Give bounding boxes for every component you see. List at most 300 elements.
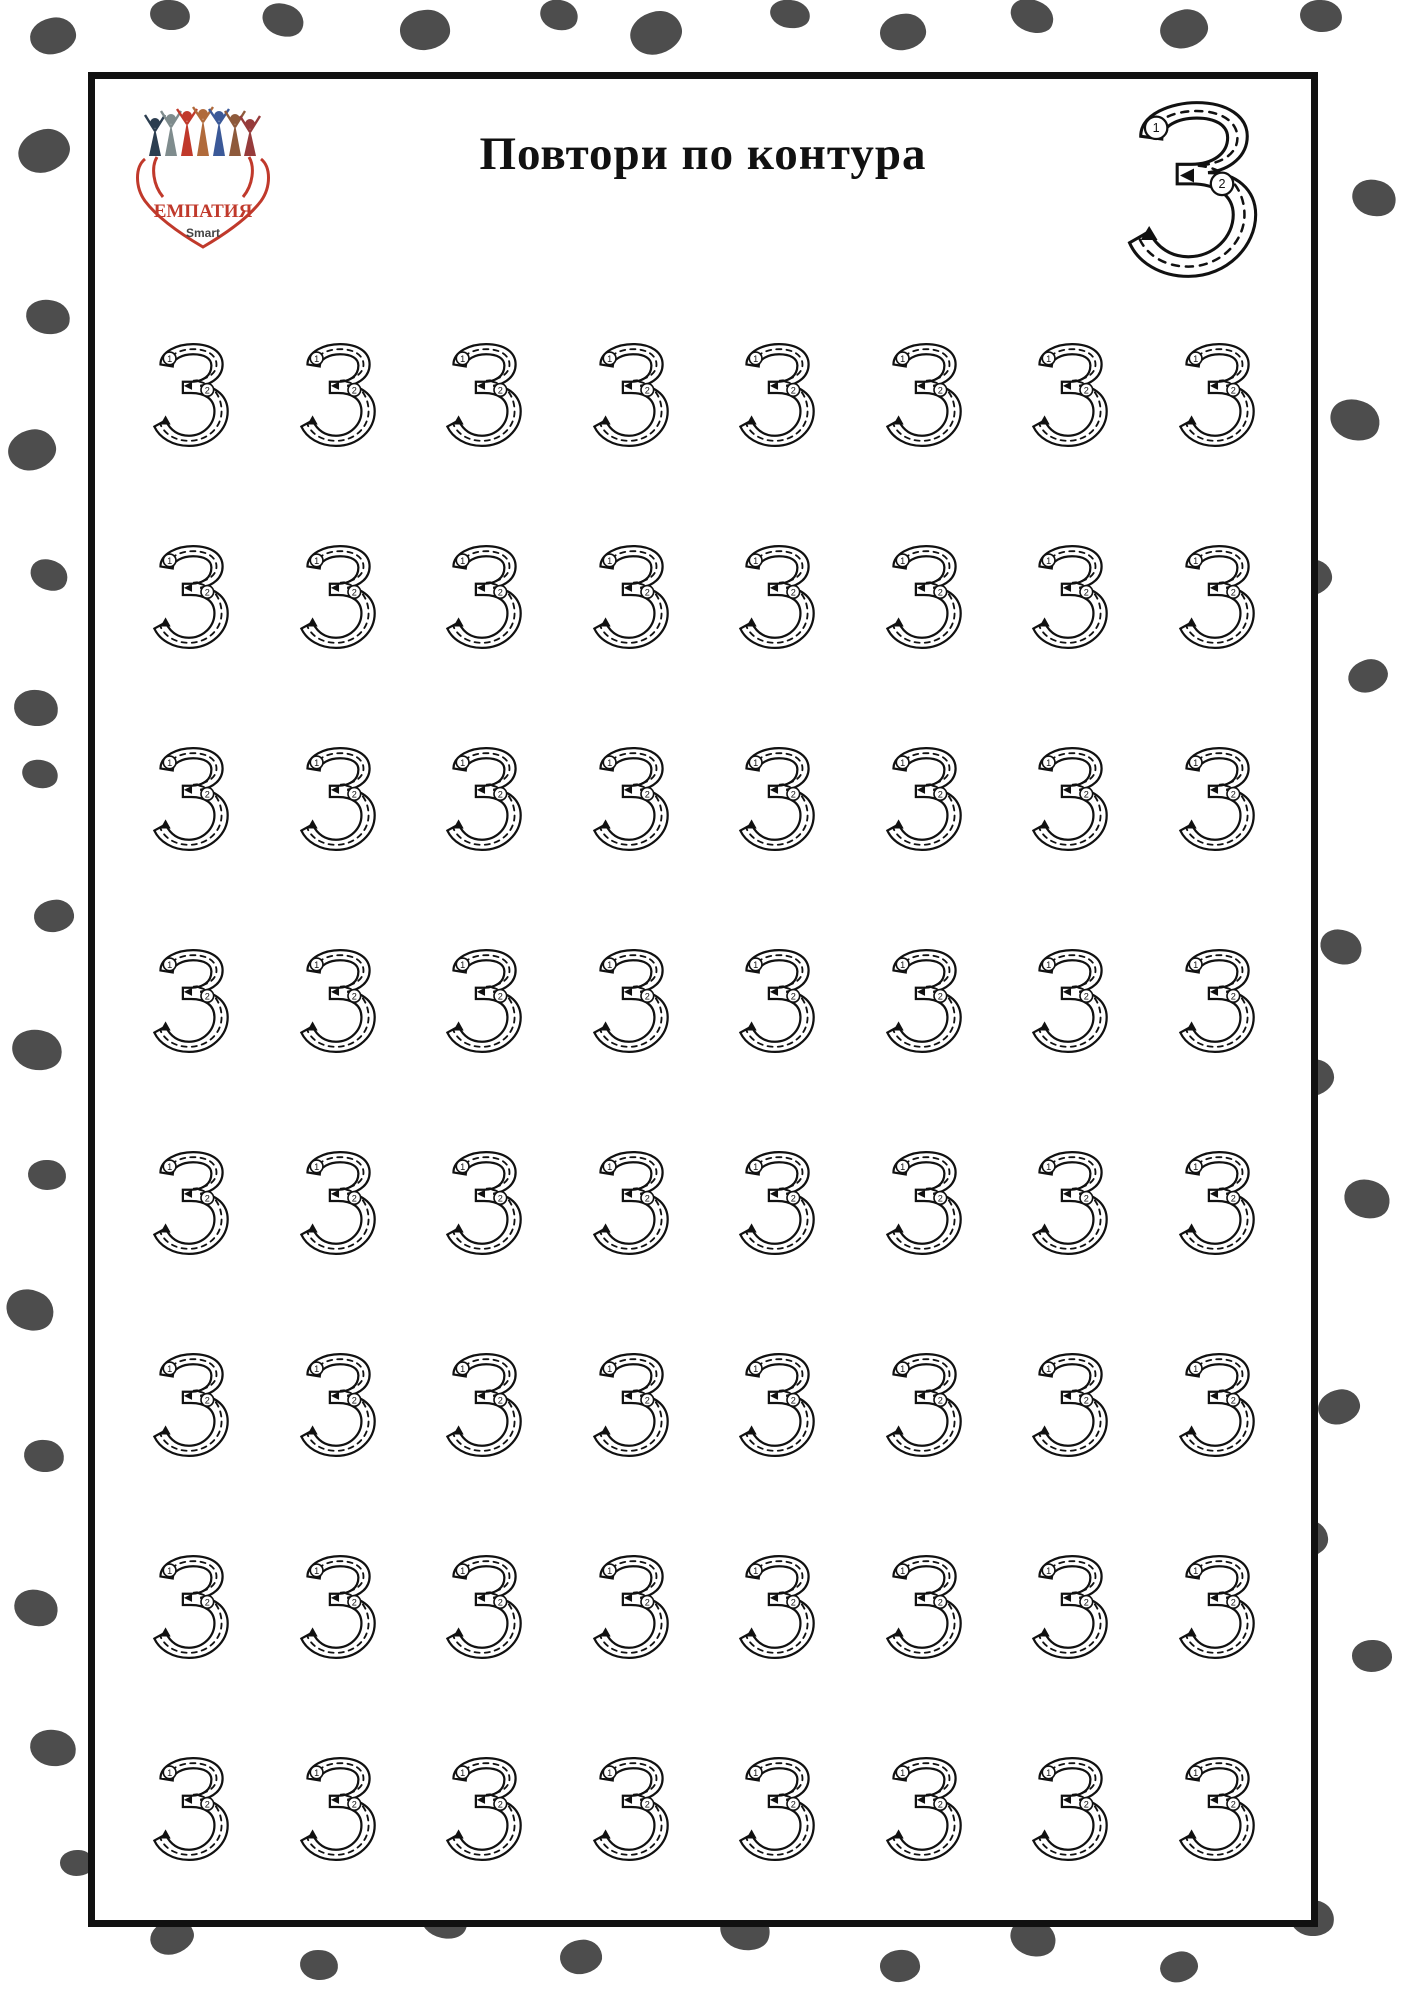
arrow-up-icon [747,617,757,626]
stroke-marker-1: 1 [167,1767,173,1778]
arrow-up-icon [600,1829,610,1838]
sample-digit-graphic [1109,97,1279,282]
stroke-marker-2: 2 [205,587,211,598]
trace-digit-graphic [1170,542,1262,652]
trace-digit-cell[interactable] [557,1506,704,1708]
trace-digit-cell[interactable] [850,1708,997,1910]
stroke-marker-1: 1 [899,1363,905,1374]
trace-digit-cell[interactable] [117,496,264,698]
stroke-marker-2: 2 [791,1597,797,1608]
trace-digit-cell[interactable] [557,900,704,1102]
arrow-left-icon [1210,786,1218,794]
trace-digit-cell[interactable] [264,294,411,496]
decorative-dot [27,1726,79,1769]
trace-digit-graphic [730,542,822,652]
trace-digit-cell[interactable] [410,1506,557,1708]
arrow-left-icon [1063,382,1071,390]
trace-digit-cell[interactable] [117,1304,264,1506]
stroke-marker-1: 1 [606,959,612,970]
arrow-left-icon [1210,988,1218,996]
arrow-left-icon [917,1594,925,1602]
trace-digit-graphic [877,340,969,450]
trace-digit-graphic [730,1754,822,1864]
decorative-dot [1344,654,1393,698]
arrow-up-icon [1186,415,1196,424]
trace-digit-cell[interactable] [703,496,850,698]
trace-digit-cell[interactable] [557,1708,704,1910]
stroke-marker-2: 2 [205,1799,211,1810]
trace-digit-graphic [291,744,383,854]
trace-digit-graphic [437,542,529,652]
stroke-marker-2: 2 [205,1395,211,1406]
trace-digit-graphic [1170,1552,1262,1662]
trace-digit-cell[interactable] [410,1304,557,1506]
trace-digit-cell[interactable] [996,496,1143,698]
arrow-left-icon [331,1796,339,1804]
arrow-left-icon [770,1392,778,1400]
arrow-left-icon [331,584,339,592]
stroke-marker-2: 2 [1084,587,1090,598]
arrow-left-icon [624,1594,632,1602]
arrow-left-icon [477,1594,485,1602]
arrow-left-icon [477,1796,485,1804]
trace-digit-graphic [437,1350,529,1460]
stroke-marker-2: 2 [351,1395,357,1406]
stroke-marker-1: 1 [313,353,319,364]
trace-digit-cell[interactable] [996,1708,1143,1910]
trace-digit-graphic [877,1148,969,1258]
arrow-up-icon [307,1627,317,1636]
stroke-marker-1: 1 [606,1161,612,1172]
trace-digit-graphic [584,744,676,854]
stroke-marker-1: 1 [606,1767,612,1778]
decorative-dot [1352,1640,1392,1672]
stroke-marker-2: 2 [1084,991,1090,1002]
stroke-marker-1: 1 [1192,1767,1198,1778]
arrow-left-icon [917,1796,925,1804]
trace-digit-cell[interactable] [703,1506,850,1708]
stroke-marker-2: 2 [791,1799,797,1810]
trace-digit-cell[interactable] [996,294,1143,496]
arrow-up-icon [1040,1425,1050,1434]
stroke-marker-1: 1 [1192,1565,1198,1576]
trace-digit-graphic [1023,1148,1115,1258]
trace-digit-graphic [144,1552,236,1662]
stroke-marker-1: 1 [753,1363,759,1374]
arrow-left-icon [1063,786,1071,794]
arrow-up-icon [307,1425,317,1434]
trace-digit-graphic [584,542,676,652]
arrow-up-icon [893,617,903,626]
arrow-left-icon [770,1796,778,1804]
stroke-marker-1: 1 [460,757,466,768]
trace-digit-graphic [437,1754,529,1864]
arrow-left-icon [1210,382,1218,390]
arrow-up-icon [307,617,317,626]
arrow-left-icon [917,382,925,390]
arrow-left-icon [624,382,632,390]
logo-graphic [123,101,283,261]
trace-digit-cell[interactable] [410,1708,557,1910]
stroke-marker-2: 2 [644,789,650,800]
arrow-left-icon [184,988,192,996]
trace-digit-cell[interactable] [264,1102,411,1304]
stroke-marker-2: 2 [498,789,504,800]
empatia-smart-logo [123,101,283,261]
stroke-marker-1: 1 [460,555,466,566]
trace-digit-graphic [437,1148,529,1258]
stroke-marker-1: 1 [460,1565,466,1576]
decorative-dot [299,1948,340,1982]
arrow-left-icon [477,988,485,996]
arrow-up-icon [161,1425,171,1434]
trace-digit-cell[interactable] [557,294,704,496]
stroke-marker-2: 2 [791,587,797,598]
trace-digit-cell[interactable] [996,1506,1143,1708]
trace-digit-cell[interactable] [850,1506,997,1708]
arrow-left-icon [184,382,192,390]
stroke-marker-1: 1 [313,757,319,768]
trace-digit-cell[interactable] [703,900,850,1102]
stroke-marker-1: 1 [460,959,466,970]
arrow-left-icon [1210,584,1218,592]
arrow-left-icon [184,1392,192,1400]
trace-digit-graphic [1170,340,1262,450]
stroke-marker-1: 1 [313,555,319,566]
trace-digit-graphic [1023,1754,1115,1864]
arrow-left-icon [331,988,339,996]
trace-digit-cell[interactable] [410,496,557,698]
trace-digit-cell[interactable] [1143,294,1290,496]
trace-digit-cell[interactable] [264,1304,411,1506]
trace-digit-graphic [877,1552,969,1662]
arrow-left-icon [770,1594,778,1602]
stroke-marker-1: 1 [753,353,759,364]
stroke-marker-2: 2 [937,1597,943,1608]
arrow-up-icon [893,1829,903,1838]
trace-digit-cell[interactable] [264,1506,411,1708]
decorative-dot [27,14,79,59]
stroke-marker-2: 2 [351,1193,357,1204]
trace-digit-cell[interactable] [264,496,411,698]
stroke-marker-2: 2 [1230,587,1236,598]
stroke-marker-2: 2 [205,789,211,800]
trace-digit-cell[interactable] [996,1102,1143,1304]
arrow-up-icon [1186,1627,1196,1636]
trace-digit-graphic [584,340,676,450]
trace-digit-graphic [584,1754,676,1864]
arrow-left-icon [624,1190,632,1198]
trace-digit-graphic [437,744,529,854]
stroke-marker-2: 2 [351,1597,357,1608]
decorative-dot [1006,0,1059,39]
arrow-up-icon [307,415,317,424]
arrow-left-icon [917,786,925,794]
stroke-marker-2: 2 [351,991,357,1002]
trace-digit-cell[interactable] [850,900,997,1102]
stroke-marker-1: 1 [460,1161,466,1172]
stroke-marker-1: 1 [313,1767,319,1778]
trace-digit-cell[interactable] [117,1708,264,1910]
trace-digit-graphic [877,946,969,1056]
stroke-marker-2: 2 [1084,385,1090,396]
trace-digit-cell[interactable] [850,294,997,496]
trace-digit-graphic [144,744,236,854]
arrow-up-icon [1186,617,1196,626]
trace-digit-cell[interactable] [996,1304,1143,1506]
stroke-marker-1: 1 [1046,555,1052,566]
decorative-dot [558,1937,604,1977]
trace-digit-cell[interactable] [996,698,1143,900]
stroke-marker-2: 2 [205,1597,211,1608]
decorative-dot [398,8,451,52]
stroke-marker-1: 1 [313,1363,319,1374]
arrow-up-icon [893,1223,903,1232]
trace-digit-cell[interactable] [410,900,557,1102]
trace-digit-graphic [877,744,969,854]
arrow-up-icon [600,1425,610,1434]
sample-arrow-up-icon [1141,226,1158,240]
stroke-marker-2: 2 [937,1799,943,1810]
arrow-up-icon [307,1223,317,1232]
arrow-up-icon [893,819,903,828]
trace-digit-cell[interactable] [850,1102,997,1304]
stroke-marker-1: 1 [1192,353,1198,364]
trace-digit-graphic [730,340,822,450]
trace-digit-cell[interactable] [410,1102,557,1304]
stroke-marker-1: 1 [753,555,759,566]
stroke-marker-1: 1 [606,1565,612,1576]
trace-digit-cell[interactable] [703,1304,850,1506]
arrow-up-icon [1186,1223,1196,1232]
stroke-marker-2: 2 [1230,385,1236,396]
decorative-dot [148,0,192,33]
stroke-marker-2: 2 [937,991,943,1002]
stroke-marker-1: 1 [460,1767,466,1778]
trace-digit-cell[interactable] [557,698,704,900]
stroke-marker-1: 1 [899,959,905,970]
trace-digit-cell[interactable] [264,698,411,900]
trace-digit-cell[interactable] [1143,900,1290,1102]
arrow-left-icon [917,1392,925,1400]
trace-digit-cell[interactable] [264,900,411,1102]
trace-digit-graphic [584,1552,676,1662]
trace-digit-cell[interactable] [1143,1102,1290,1304]
arrow-up-icon [1040,1627,1050,1636]
stroke-marker-2: 2 [498,1799,504,1810]
arrow-up-icon [893,415,903,424]
decorative-dot [32,897,76,934]
stroke-marker-2: 2 [937,385,943,396]
stroke-marker-1: 1 [167,1565,173,1576]
stroke-marker-1: 1 [167,959,173,970]
arrow-up-icon [893,1627,903,1636]
trace-digit-cell[interactable] [1143,1506,1290,1708]
arrow-up-icon [1186,1829,1196,1838]
decorative-dot [1339,1174,1394,1224]
stroke-marker-1: 1 [1192,959,1198,970]
trace-digit-cell[interactable] [850,698,997,900]
logo-main-text: ЕМПАТИЯ [153,201,253,222]
decorative-dot [10,1585,62,1632]
stroke-marker-1: 1 [1046,353,1052,364]
arrow-left-icon [477,1392,485,1400]
stroke-marker-2: 2 [1230,1395,1236,1406]
trace-digit-graphic [584,1148,676,1258]
stroke-marker-2: 2 [644,1799,650,1810]
decorative-dot [1348,175,1400,222]
decorative-dot [258,0,308,42]
arrow-left-icon [331,1594,339,1602]
stroke-marker-1: 1 [1192,1363,1198,1374]
stroke-marker-2: 2 [644,385,650,396]
stroke-marker-2: 2 [1084,1597,1090,1608]
arrow-left-icon [770,988,778,996]
arrow-up-icon [161,617,171,626]
arrow-up-icon [307,1021,317,1030]
stroke-marker-2: 2 [1084,789,1090,800]
arrow-up-icon [454,1829,464,1838]
stroke-marker-2: 2 [937,789,943,800]
stroke-marker-1: 1 [313,959,319,970]
trace-digit-cell[interactable] [557,1304,704,1506]
arrow-up-icon [161,415,171,424]
trace-digit-graphic [437,946,529,1056]
trace-digit-cell[interactable] [557,1102,704,1304]
stroke-marker-1: 1 [1046,1565,1052,1576]
trace-digit-cell[interactable] [703,1102,850,1304]
trace-digit-cell[interactable] [703,294,850,496]
arrow-left-icon [331,786,339,794]
trace-digit-cell[interactable] [1143,698,1290,900]
arrow-up-icon [893,1021,903,1030]
arrow-left-icon [477,1190,485,1198]
arrow-up-icon [1040,1223,1050,1232]
decorative-dot [1157,1948,1201,1986]
decorative-dot [27,1159,67,1192]
arrow-left-icon [917,988,925,996]
arrow-left-icon [477,584,485,592]
trace-digit-cell[interactable] [117,1102,264,1304]
arrow-up-icon [600,617,610,626]
stroke-marker-1: 1 [460,1363,466,1374]
stroke-marker-2: 2 [791,789,797,800]
trace-digit-cell[interactable] [996,900,1143,1102]
stroke-marker-2: 2 [498,1597,504,1608]
arrow-up-icon [747,415,757,424]
trace-digit-cell[interactable] [410,698,557,900]
arrow-left-icon [1210,1190,1218,1198]
stroke-marker-1: 1 [753,757,759,768]
arrow-left-icon [1210,1594,1218,1602]
stroke-marker-2: 2 [1230,789,1236,800]
stroke-marker-1: 1 [167,757,173,768]
sample-marker-1: 1 [1152,120,1160,135]
stroke-marker-2: 2 [205,385,211,396]
arrow-left-icon [184,584,192,592]
trace-digit-graphic [291,340,383,450]
stroke-marker-2: 2 [1084,1193,1090,1204]
stroke-marker-2: 2 [498,1193,504,1204]
trace-digit-cell[interactable] [1143,1708,1290,1910]
trace-digit-graphic [1170,744,1262,854]
stroke-marker-1: 1 [899,353,905,364]
trace-digit-cell[interactable] [117,900,264,1102]
arrow-left-icon [770,1190,778,1198]
stroke-marker-1: 1 [753,959,759,970]
trace-digit-cell[interactable] [557,496,704,698]
trace-digit-cell[interactable] [117,1506,264,1708]
stroke-marker-2: 2 [791,1193,797,1204]
arrow-up-icon [454,415,464,424]
arrow-left-icon [184,1190,192,1198]
stroke-marker-2: 2 [1084,1395,1090,1406]
trace-digit-graphic [584,946,676,1056]
trace-digit-cell[interactable] [850,1304,997,1506]
trace-digit-graphic [144,1350,236,1460]
trace-digit-graphic [291,1350,383,1460]
arrow-up-icon [1040,1829,1050,1838]
arrow-up-icon [1186,819,1196,828]
decorative-dot [26,554,73,597]
arrow-left-icon [624,786,632,794]
stroke-marker-2: 2 [1230,1193,1236,1204]
trace-digit-cell[interactable] [1143,1304,1290,1506]
trace-digit-cell[interactable] [410,294,557,496]
trace-digit-graphic [291,946,383,1056]
arrow-left-icon [1063,584,1071,592]
arrow-left-icon [770,584,778,592]
trace-digit-graphic [1023,1552,1115,1662]
decorative-dot [537,0,581,34]
trace-digit-cell[interactable] [703,1708,850,1910]
arrow-up-icon [161,1627,171,1636]
trace-digit-graphic [291,1754,383,1864]
arrow-up-icon [747,1425,757,1434]
trace-digit-cell[interactable] [117,698,264,900]
arrow-up-icon [1186,1425,1196,1434]
stroke-marker-1: 1 [899,1767,905,1778]
stroke-marker-2: 2 [351,385,357,396]
trace-digit-cell[interactable] [703,698,850,900]
decorative-dot [23,296,72,337]
decorative-dot [768,0,812,31]
trace-digit-graphic [1170,1754,1262,1864]
arrow-up-icon [161,1223,171,1232]
trace-digit-cell[interactable] [264,1708,411,1910]
arrow-up-icon [600,1223,610,1232]
trace-digit-cell[interactable] [850,496,997,698]
arrow-up-icon [454,1425,464,1434]
arrow-left-icon [917,584,925,592]
stroke-marker-1: 1 [313,1161,319,1172]
trace-digit-cell[interactable] [1143,496,1290,698]
trace-digit-graphic [1170,1148,1262,1258]
stroke-marker-2: 2 [351,587,357,598]
arrow-left-icon [331,382,339,390]
stroke-marker-2: 2 [1230,1597,1236,1608]
stroke-marker-2: 2 [498,991,504,1002]
stroke-marker-2: 2 [937,587,943,598]
trace-digit-graphic [730,946,822,1056]
stroke-marker-1: 1 [1046,1767,1052,1778]
trace-digit-cell[interactable] [117,294,264,496]
arrow-up-icon [454,1223,464,1232]
stroke-marker-1: 1 [1046,959,1052,970]
decorative-dot [19,756,61,792]
stroke-marker-2: 2 [205,1193,211,1204]
arrow-left-icon [1063,1594,1071,1602]
